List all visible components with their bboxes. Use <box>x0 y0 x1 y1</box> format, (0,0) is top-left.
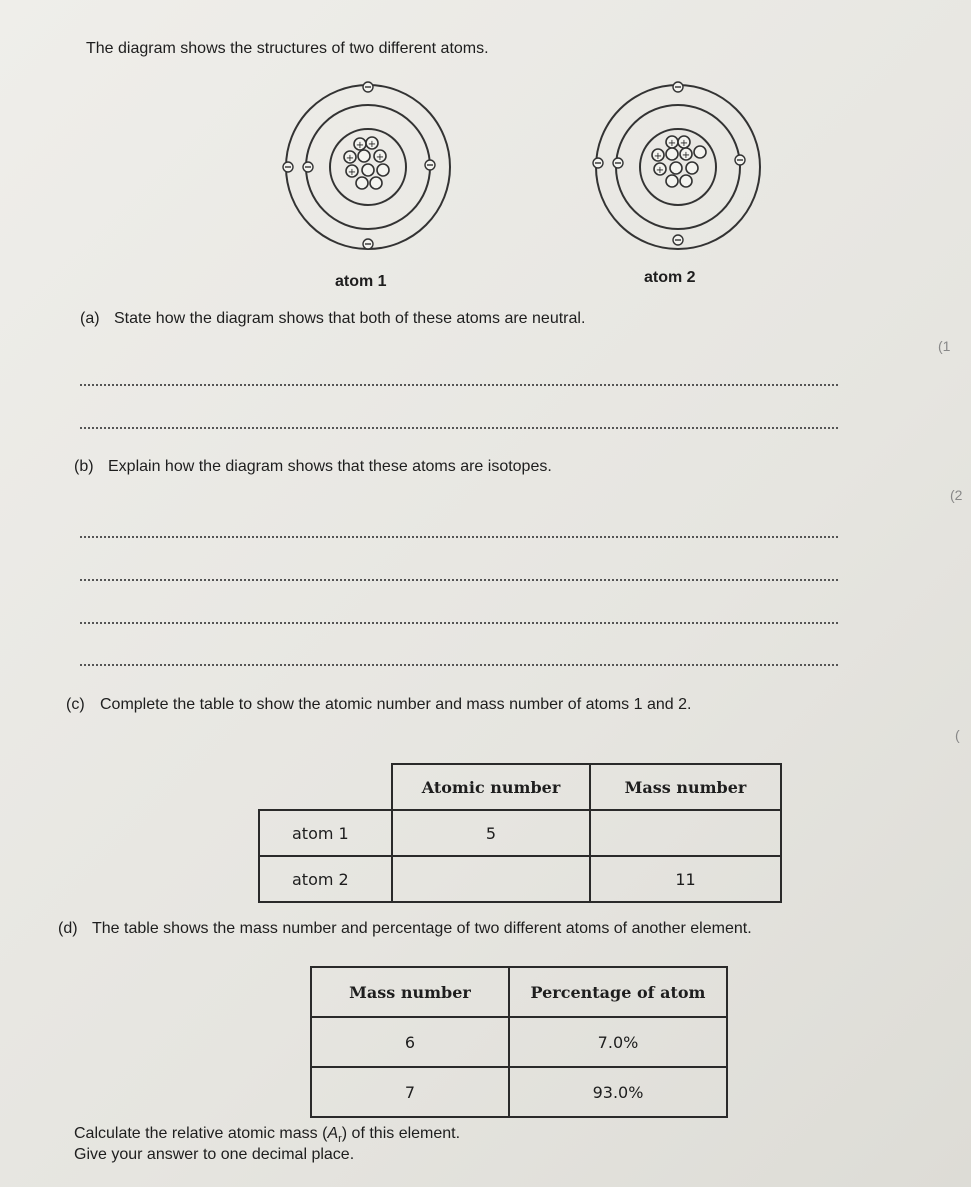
atom-table-header-mass-number: Mass number <box>590 764 781 810</box>
table-row <box>259 856 781 902</box>
isotope-table-header-row <box>311 967 727 1017</box>
answer-line-a1[interactable] <box>80 384 838 386</box>
question-c-text: Complete the table to show the atomic number and mass number of atoms 1 and 2. <box>100 696 692 713</box>
question-b-text: Explain how the diagram shows that these atoms are isotopes. <box>108 458 552 475</box>
calc-text-post: ) of this element. <box>341 1125 461 1142</box>
isotope-mass-number-cell: 7 <box>311 1067 509 1117</box>
atom-1-label: atom 1 <box>335 273 387 290</box>
answer-line-b1[interactable] <box>80 536 838 538</box>
svg-text:+: + <box>667 138 677 149</box>
calc-precision-instruction: Give your answer to one decimal place. <box>74 1146 355 1163</box>
atom-table-header-row <box>259 764 781 810</box>
question-b <box>74 458 552 476</box>
table-row <box>259 810 781 856</box>
svg-text:+: + <box>375 152 385 163</box>
atom-table-header-atomic-number: Atomic number <box>392 764 590 810</box>
atom-table <box>258 763 782 903</box>
relative-atomic-mass-subscript: r <box>338 1133 342 1146</box>
answer-line-b2[interactable] <box>80 579 838 581</box>
atom-table-row-label: atom 1 <box>259 810 392 856</box>
isotope-mass-number-cell: 6 <box>311 1017 509 1067</box>
question-a <box>80 310 585 328</box>
question-a-mark: (1 <box>938 338 951 354</box>
svg-text:+: + <box>655 165 665 176</box>
question-d <box>58 920 752 938</box>
isotope-percentage-cell: 7.0% <box>509 1017 727 1067</box>
svg-text:+: + <box>347 167 357 178</box>
question-a-letter: (a) <box>80 310 100 327</box>
atom-2-mass-number-cell[interactable]: 11 <box>590 856 781 902</box>
answer-line-b4[interactable] <box>80 664 838 666</box>
isotope-table <box>310 966 728 1118</box>
atom-1-diagram <box>270 72 470 262</box>
isotope-table-header-mass-number: Mass number <box>311 967 509 1017</box>
atom-1-nucleus <box>344 137 389 189</box>
question-c <box>66 696 691 714</box>
question-c-mark: ( <box>955 727 960 743</box>
question-b-mark: (2 <box>950 487 963 503</box>
atom-2-nucleus <box>652 136 706 187</box>
calc-instruction <box>74 1125 460 1145</box>
atom-2-diagram <box>580 72 780 262</box>
svg-text:+: + <box>681 150 691 161</box>
answer-line-b3[interactable] <box>80 622 838 624</box>
atom-1-atomic-number-cell[interactable]: 5 <box>392 810 590 856</box>
question-d-letter: (d) <box>58 920 78 937</box>
atom-2-label: atom 2 <box>644 269 696 286</box>
atom-1-electrons <box>283 82 435 249</box>
answer-line-a2[interactable] <box>80 427 838 429</box>
relative-atomic-mass-symbol: A <box>327 1125 339 1142</box>
svg-text:+: + <box>679 138 689 149</box>
table-row <box>311 1017 727 1067</box>
isotope-table-header-percentage: Percentage of atom <box>509 967 727 1017</box>
svg-text:+: + <box>653 151 663 162</box>
question-a-text: State how the diagram shows that both of these atoms are neutral. <box>114 310 586 327</box>
atom-1-mass-number-cell[interactable] <box>590 810 781 856</box>
calc-text-pre: Calculate the relative atomic mass ( <box>74 1125 328 1142</box>
svg-text:+: + <box>367 139 377 150</box>
question-b-letter: (b) <box>74 458 94 475</box>
question-c-letter: (c) <box>66 696 85 713</box>
svg-text:+: + <box>355 140 365 151</box>
atom-table-corner <box>259 764 392 810</box>
isotope-percentage-cell: 93.0% <box>509 1067 727 1117</box>
atom-2-atomic-number-cell[interactable] <box>392 856 590 902</box>
svg-text:+: + <box>345 153 355 164</box>
atom-table-row-label: atom 2 <box>259 856 392 902</box>
intro-text: The diagram shows the structures of two different atoms. <box>86 40 489 57</box>
table-row <box>311 1067 727 1117</box>
question-d-text: The table shows the mass number and percentage of two different atoms of another element. <box>92 920 752 937</box>
